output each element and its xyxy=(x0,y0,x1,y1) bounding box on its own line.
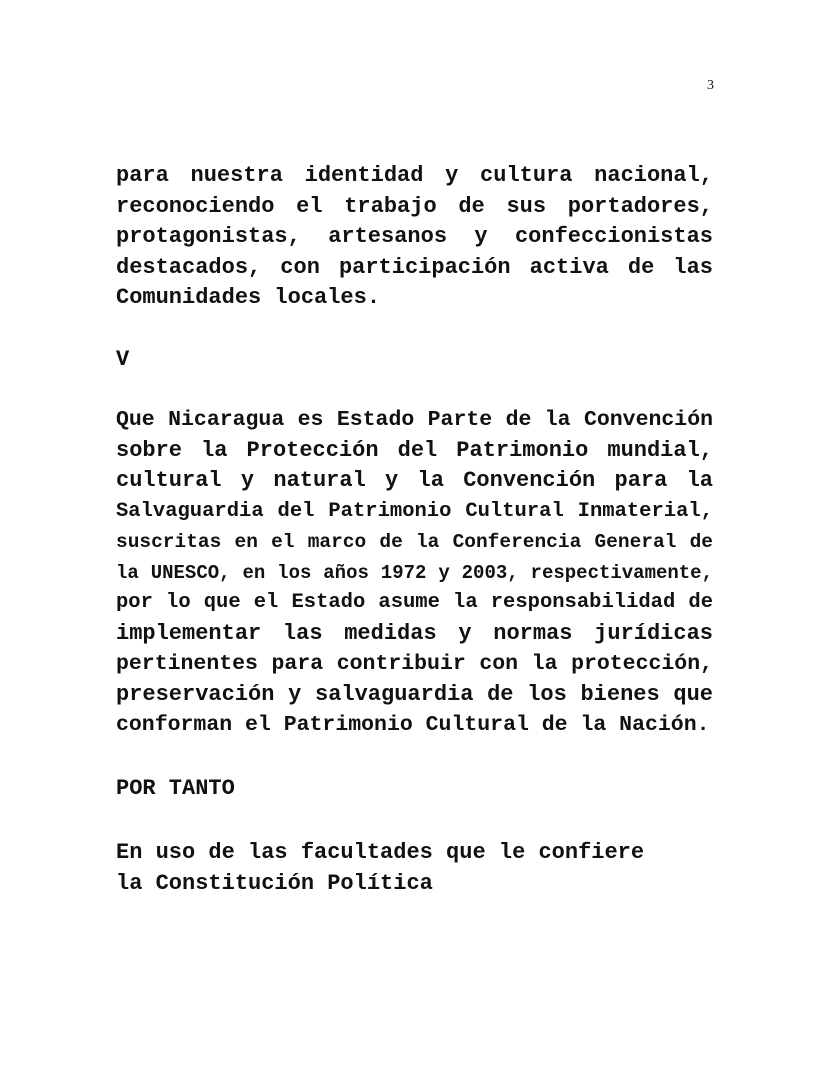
paragraph-line: Comunidades locales. xyxy=(116,285,381,310)
page-number: 3 xyxy=(707,78,714,93)
paragraph-line: reconociendo el trabajo de sus portadores, xyxy=(116,193,713,219)
paragraph-line: la UNESCO, en los años 1972 y 2003, respectivamente, xyxy=(116,561,713,584)
paragraph-identity-culture xyxy=(116,161,713,314)
paragraph-line: Que Nicaragua es Estado Parte de la Convención xyxy=(116,408,713,432)
paragraph-line: pertinentes para contribuir con la protección, xyxy=(116,652,713,676)
paragraph-line: protagonistas, artesanos y confeccionistas xyxy=(116,224,713,249)
paragraph-facultades xyxy=(116,838,644,899)
section-heading: V xyxy=(116,347,130,372)
por-tanto-heading xyxy=(116,774,235,805)
paragraph-line: para nuestra identidad y cultura nacional, xyxy=(116,163,713,188)
paragraph-line: por lo que el Estado asume la responsabilidad de xyxy=(116,591,713,614)
paragraph-line: cultural y natural y la Convención para la xyxy=(116,468,713,493)
paragraph-line: En uso de las facultades que le confiere xyxy=(116,840,645,865)
section-heading-v xyxy=(116,345,129,376)
paragraph-line: conforman el Patrimonio Cultural de la Nación. xyxy=(116,713,710,737)
paragraph-line: suscritas en el marco de la Conferencia General de xyxy=(116,531,713,553)
paragraph-line: destacados, con participación activa de las xyxy=(116,254,713,280)
paragraph-line: sobre la Protección del Patrimonio mundial, xyxy=(116,437,713,463)
paragraph-line: Salvaguardia del Patrimonio Cultural Inmaterial, xyxy=(116,499,713,523)
section-heading: POR TANTO xyxy=(116,776,235,801)
paragraph-line: implementar las medidas y normas jurídicas xyxy=(116,620,713,646)
paragraph-line: la Constitución Política xyxy=(116,870,433,896)
paragraph-unesco-convention xyxy=(116,405,713,741)
paragraph-line: preservación y salvaguardia de los bienes que xyxy=(116,681,713,707)
